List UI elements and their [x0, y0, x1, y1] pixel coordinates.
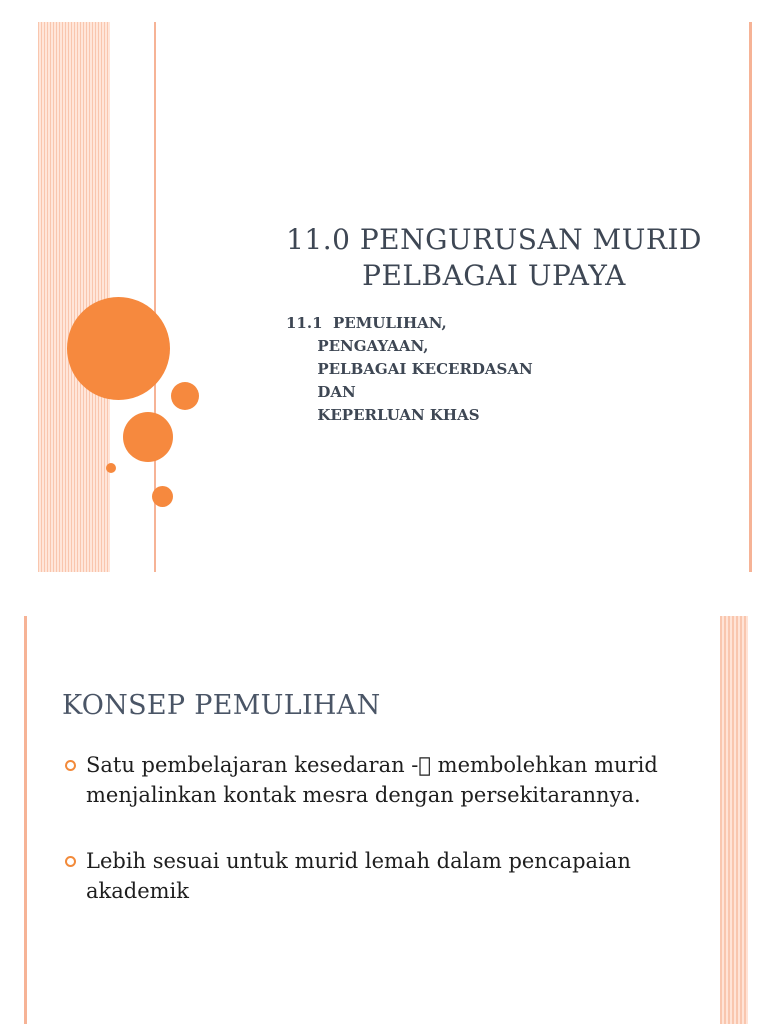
- decorative-line-left: [24, 616, 27, 1024]
- subtitle-line: 11.1 PEMULIHAN,: [286, 314, 447, 332]
- decorative-stripe-band-right: [720, 616, 748, 1024]
- subtitle-line: KEPERLUAN KHAS: [286, 406, 480, 424]
- bullet-item: [64, 846, 674, 906]
- circle-bullet-icon: [65, 760, 76, 771]
- bullet-text: Satu pembelajaran kesedaran - membolehkan murid menjalinkan kontak mesra dengan persekitarannya.: [86, 753, 646, 807]
- bullet-text: Lebih sesuai untuk murid lemah dalam pencapaian akademik: [86, 849, 631, 903]
- decorative-circle-medium: [123, 412, 173, 462]
- subtitle-line: DAN: [286, 383, 356, 401]
- decorative-circle-tiny: [106, 463, 116, 473]
- decorative-circle-small: [171, 382, 199, 410]
- decorative-line-right: [749, 22, 752, 572]
- title-slide: [24, 22, 752, 572]
- content-slide: [24, 616, 752, 1024]
- circle-bullet-icon: [65, 856, 76, 867]
- bullet-item: [64, 750, 674, 810]
- subtitle-line: PELBAGAI KECERDASAN: [286, 360, 533, 378]
- slide-subtitle: [286, 312, 533, 427]
- decorative-circle-large: [67, 297, 170, 400]
- subtitle-line: PENGAYAAN,: [286, 337, 429, 355]
- slide-title: [254, 222, 734, 294]
- title-line-2: PELBAGAI UPAYA: [362, 259, 626, 292]
- decorative-stripe-band: [38, 22, 110, 572]
- decorative-circle-small-2: [152, 486, 173, 507]
- slide-heading: KONSEP PEMULIHAN: [62, 690, 381, 721]
- bullet-list: [64, 750, 674, 942]
- title-line-1: 11.0 PENGURUSAN MURID: [286, 223, 702, 256]
